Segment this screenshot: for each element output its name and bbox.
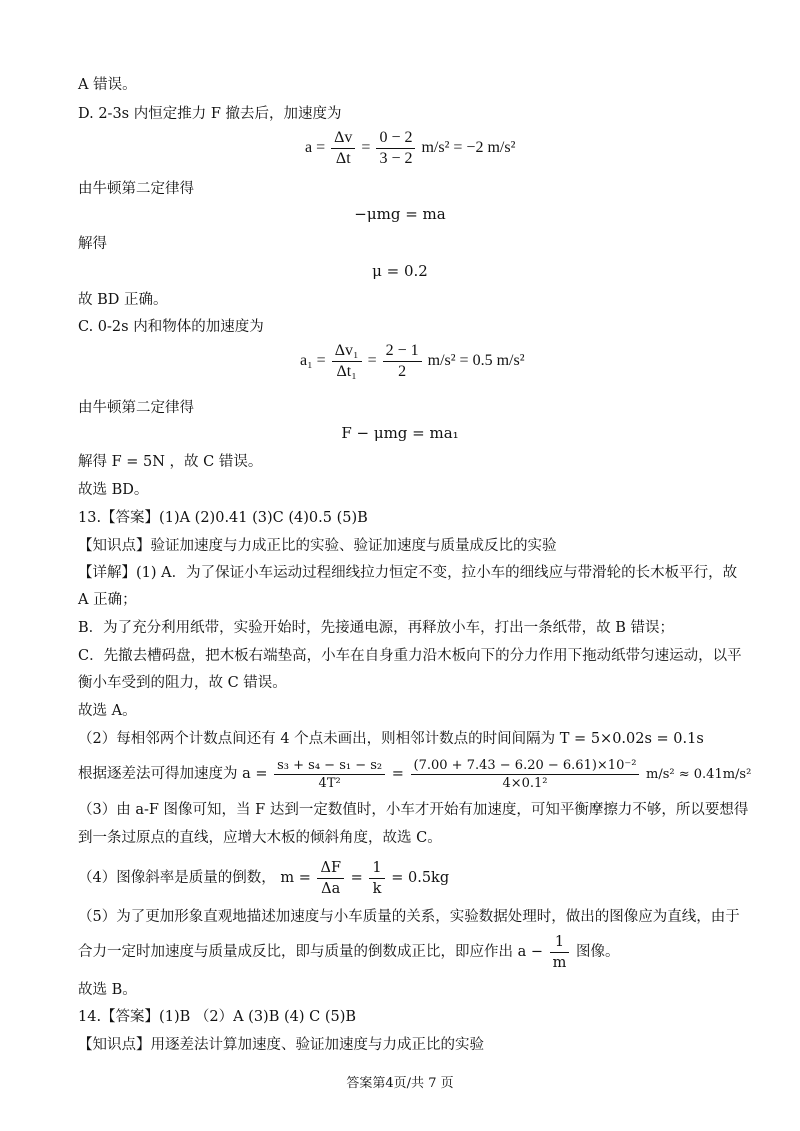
text-line: （5）为了更加形象直观地描述加速度与小车质量的关系，实验数据处理时，做出的图像应为直线，由于 bbox=[78, 909, 740, 925]
text-line: 到一条过原点的直线，应增大木板的倾斜角度，故选 C。 bbox=[78, 830, 442, 846]
text-line: 故选 BD。 bbox=[78, 482, 149, 498]
text-line: 衡小车受到的阻力，故 C 错误。 bbox=[78, 675, 287, 691]
formula-rhs: m/s² = −2 m/s² bbox=[421, 139, 516, 157]
text-line: 由牛顿第二定律得 bbox=[78, 181, 194, 197]
frac-num: 0 − 2 bbox=[376, 128, 415, 149]
line-prefix: （4）图像斜率是质量的倒数， bbox=[78, 870, 276, 886]
frac-num: 2 − 1 bbox=[383, 341, 422, 362]
frac-den: 4T² bbox=[318, 775, 341, 791]
frac-den: Δt₁ bbox=[336, 363, 357, 380]
frac-num: (7.00 + 7.43 − 6.20 − 6.61)×10⁻² bbox=[411, 757, 640, 775]
text-line: 故选 A。 bbox=[78, 703, 137, 719]
text-line: B．为了充分利用纸带，实验开始时，先接通电源，再释放小车，打出一条纸带，故 B 错误； bbox=[78, 620, 675, 636]
text-line: A 正确； bbox=[78, 592, 137, 608]
formula-newton-c: F − μmg = ma₁ bbox=[341, 424, 459, 442]
frac-den: Δt bbox=[335, 150, 351, 167]
text-line: （2）每相邻两个计数点间还有 4 个点未画出，则相邻计数点的时间间隔为 T = 5×0.02s = 0.1s bbox=[78, 731, 704, 747]
line-prefix: 合力一定时加速度与质量成反比，即与质量的倒数成正比，即应作出 bbox=[78, 944, 513, 960]
answer-line-14: 14.【答案】(1)B （2）A (3)B (4) C (5)B bbox=[78, 1009, 357, 1025]
page-footer: 答案第4页/共 7 页 bbox=[346, 1076, 454, 1091]
formula-acceleration-d bbox=[305, 128, 515, 169]
text-line: 故 BD 正确。 bbox=[78, 292, 168, 308]
frac-num: ΔF bbox=[317, 858, 344, 879]
frac-den: 4×0.1² bbox=[502, 775, 548, 791]
formula-line-diff bbox=[78, 754, 760, 795]
formula-lhs: a = bbox=[305, 139, 326, 157]
text-line: （3）由 a-F 图像可知，当 F 达到一定数值时，小车才开始有加速度，可知平衡摩擦力不够，所以要想得 bbox=[78, 802, 749, 818]
text-line: A 错误。 bbox=[78, 77, 137, 93]
formula-eq: = bbox=[391, 766, 404, 782]
line-suffix: 图像。 bbox=[575, 944, 620, 960]
text-line: C. 0-2s 内和物体的加速度为 bbox=[78, 319, 264, 335]
knowledge-point-14: 【知识点】用逐差法计算加速度、验证加速度与力成正比的实验 bbox=[78, 1037, 484, 1053]
frac-den: 2 bbox=[398, 363, 407, 380]
text-line: 解得 bbox=[78, 236, 107, 252]
frac-num: 1 bbox=[369, 858, 384, 879]
formula-acceleration-c bbox=[300, 341, 525, 382]
formula-lhs: a − bbox=[517, 944, 544, 960]
frac-num: Δv₁ bbox=[332, 341, 362, 362]
text-line: 解得 F = 5N ，故 C 错误。 bbox=[78, 454, 263, 470]
frac-num: 1 bbox=[550, 932, 570, 953]
frac-num: s₃ + s₄ − s₁ − s₂ bbox=[274, 757, 385, 775]
text-line: 【详解】(1) A．为了保证小车运动过程细线拉力恒定不变，拉小车的细线应与带滑轮的长木板平行，故 bbox=[78, 565, 738, 581]
formula-line-slope bbox=[78, 856, 760, 900]
line-prefix: 根据逐差法可得加速度为 bbox=[78, 766, 238, 782]
text-line: 由牛顿第二定律得 bbox=[78, 400, 194, 416]
frac-num: Δv bbox=[331, 128, 355, 149]
formula-lhs: a₁ = bbox=[300, 352, 326, 370]
text-line: C．先撤去槽码盘，把木板右端垫高，小车在自身重力沿木板向下的分力作用下拖动纸带匀速运动，以平 bbox=[78, 648, 742, 664]
frac-den: m bbox=[552, 954, 567, 971]
frac-den: 3 − 2 bbox=[379, 150, 413, 167]
frac-den: k bbox=[372, 880, 382, 897]
formula-lhs: m = bbox=[280, 870, 311, 886]
frac-den: Δa bbox=[321, 880, 341, 897]
knowledge-point-13: 【知识点】验证加速度与力成正比的实验、验证加速度与质量成反比的实验 bbox=[78, 538, 557, 554]
text-line: D. 2-3s 内恒定推力 F 撤去后，加速度为 bbox=[78, 106, 342, 122]
formula-rhs: m/s² = 0.5 m/s² bbox=[427, 352, 525, 370]
formula-rhs: m/s² ≈ 0.41m/s² bbox=[646, 767, 752, 782]
formula-line-graph bbox=[78, 930, 760, 974]
formula-mu: μ = 0.2 bbox=[372, 262, 428, 280]
formula-lhs: a = bbox=[242, 766, 268, 782]
answer-line-13: 13.【答案】(1)A (2)0.41 (3)C (4)0.5 (5)B bbox=[78, 510, 368, 526]
formula-eq: = bbox=[367, 352, 377, 370]
formula-eq: = bbox=[361, 139, 371, 157]
text-line: 故选 B。 bbox=[78, 982, 137, 998]
formula-newton: −μmg = ma bbox=[354, 205, 446, 223]
formula-eq: = bbox=[350, 870, 363, 886]
formula-rhs: = 0.5kg bbox=[391, 870, 450, 886]
